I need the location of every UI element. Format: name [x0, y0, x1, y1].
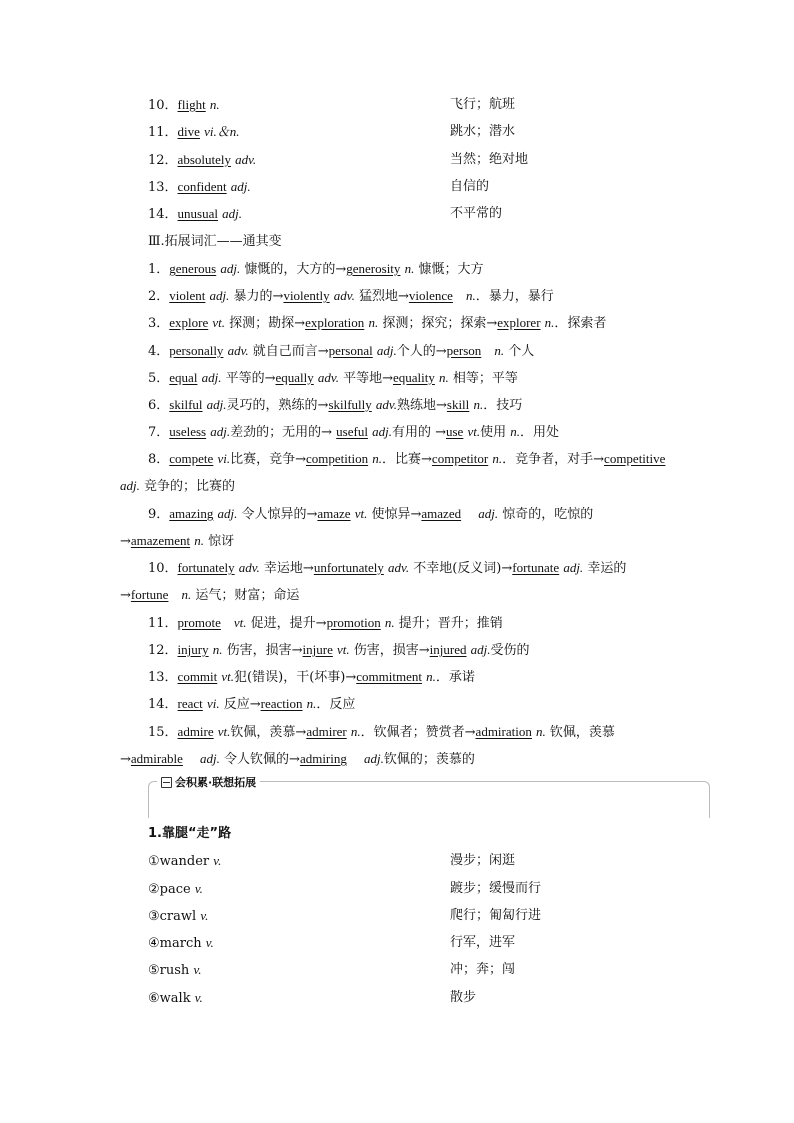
- part-of-speech: n.: [492, 451, 503, 466]
- derivation-text: [148, 313, 606, 334]
- part-of-speech: adj.: [220, 261, 241, 276]
- answer-word: injured: [429, 642, 467, 657]
- vocab-word-cell: [148, 122, 239, 143]
- part-of-speech: n.: [404, 261, 415, 276]
- walk-word-line: [0, 960, 794, 980]
- item-number: 12．: [148, 153, 178, 168]
- derivation-line: [0, 558, 794, 578]
- text-segment: 6．: [148, 398, 170, 413]
- item-number: 14．: [148, 207, 178, 222]
- answer-word: generosity: [346, 261, 401, 276]
- answer-word: amazement: [130, 533, 191, 548]
- text-segment: 竞争的；比赛的: [139, 479, 236, 494]
- text-segment: [453, 289, 466, 304]
- text-segment: 8．: [148, 452, 170, 467]
- text-segment: 幸运的: [583, 561, 627, 576]
- text-segment: 1．: [148, 262, 170, 277]
- part-of-speech: adj.: [209, 288, 230, 303]
- answer-word: competition: [306, 451, 369, 466]
- answer-word: amazed: [421, 506, 462, 521]
- derivation-line: [0, 313, 794, 333]
- chinese-meaning: 自信的: [450, 179, 490, 194]
- text-segment: →: [120, 588, 131, 603]
- derivation-text: [148, 667, 475, 688]
- section-3-title-line: [0, 232, 794, 252]
- answer-word: equal: [169, 370, 198, 385]
- answer-word: commitment: [356, 669, 422, 684]
- part-of-speech: n.: [544, 315, 555, 330]
- answer-word: exploration: [305, 315, 365, 330]
- part-of-speech: n.: [426, 669, 436, 684]
- text-segment: ．比赛→: [382, 452, 432, 467]
- answer-word: admire: [177, 724, 214, 739]
- answer-word: fortunate: [512, 560, 560, 575]
- derivation-text: [148, 422, 559, 443]
- text-segment: 促进，提升→: [246, 616, 327, 631]
- text-segment: 钦佩，羡慕: [545, 725, 615, 740]
- answer-word: fortunately: [177, 560, 235, 575]
- part-of-speech: adj.: [120, 478, 140, 493]
- answer-word: commit: [177, 669, 218, 684]
- chinese-meaning: 踱步；缓慢而行: [450, 881, 542, 896]
- box-icon: [161, 777, 172, 788]
- part-of-speech: adv.: [333, 288, 355, 303]
- text-segment: 熟练地→: [396, 398, 447, 413]
- text-segment: 伤害，损害→: [222, 643, 303, 658]
- text-segment: 13．: [148, 670, 178, 685]
- derivation-text: [148, 613, 503, 634]
- vocab-line: [0, 204, 794, 224]
- part-of-speech: adj.: [230, 179, 251, 194]
- walk-word-line: [0, 933, 794, 953]
- answer-word: amaze: [317, 506, 351, 521]
- derivation-text: [148, 722, 615, 743]
- answer-word: reaction: [260, 696, 303, 711]
- answer-word: violence: [408, 288, 453, 303]
- part-of-speech: adv.: [238, 560, 260, 575]
- expand-heading: 1.靠腿“走”路: [148, 826, 232, 841]
- chinese-meaning: 飞行；航班: [450, 97, 516, 112]
- answer-word: equality: [392, 370, 435, 385]
- item-number: 11．: [148, 125, 178, 140]
- walk-word: ⑤rush: [148, 963, 190, 978]
- answer-word: confident: [177, 179, 227, 194]
- derivation-text-continued: [120, 476, 235, 497]
- derivation-text-continued: [120, 749, 475, 770]
- walk-word-line: [0, 988, 794, 1008]
- answer-word: injure: [302, 642, 333, 657]
- chinese-meaning: 行军，进军: [450, 935, 516, 950]
- text-segment: [221, 616, 234, 631]
- text-segment: 个人的→: [396, 344, 447, 359]
- text-segment: ．竞争者，对手→: [502, 452, 605, 467]
- vocab-word-cell: [148, 150, 256, 171]
- part-of-speech: n.: [368, 315, 379, 330]
- answer-word: skilfully: [328, 397, 372, 412]
- answer-word: useless: [169, 424, 207, 439]
- derivation-text: [148, 395, 522, 416]
- part-of-speech: vi.: [206, 696, 220, 711]
- answer-word: react: [177, 696, 203, 711]
- derivation-text: [148, 640, 530, 661]
- part-of-speech: n.: [209, 97, 220, 112]
- text-segment: 钦佩的；羡慕的: [383, 752, 475, 767]
- part-of-speech: adj.: [372, 424, 392, 439]
- text-segment: 猛烈地→: [354, 289, 409, 304]
- part-of-speech: adj.: [222, 206, 243, 221]
- text-segment: 差劲的；无用的→: [230, 425, 337, 440]
- walk-word-cell: [148, 960, 202, 981]
- text-segment: →: [120, 752, 131, 767]
- walk-word: ④march: [148, 936, 202, 951]
- derivation-line: [0, 449, 794, 469]
- answer-word: fortune: [130, 587, 169, 602]
- part-of-speech: n.: [372, 451, 383, 466]
- part-of-speech: n.: [384, 615, 395, 630]
- part-of-speech: n.: [473, 397, 484, 412]
- answer-word: skilful: [169, 397, 203, 412]
- answer-word: explore: [169, 315, 209, 330]
- derivation-text: [148, 286, 554, 307]
- walk-word-line: [0, 879, 794, 899]
- answer-word: admirable: [130, 751, 183, 766]
- derivation-line: [0, 259, 794, 279]
- text-segment: 慷慨；大方: [414, 262, 484, 277]
- part-of-speech: n.: [350, 724, 361, 739]
- answer-word: promote: [177, 615, 221, 630]
- text-segment: 15．: [148, 725, 178, 740]
- vocab-line: [0, 177, 794, 197]
- part-of-speech: adj.: [206, 397, 227, 412]
- derivation-line-continued: [0, 531, 794, 551]
- part-of-speech: v.: [213, 853, 222, 868]
- derivation-line: [0, 722, 794, 742]
- derivation-text: [148, 449, 665, 470]
- part-of-speech: adj.: [217, 506, 238, 521]
- part-of-speech: v.: [193, 962, 202, 977]
- part-of-speech: adj.: [200, 751, 220, 766]
- answer-word: competitive: [604, 451, 666, 466]
- part-of-speech: adj.: [210, 424, 231, 439]
- text-segment: ．反应: [316, 697, 356, 712]
- text-segment: 伤害，损害→: [349, 643, 430, 658]
- derivation-line: [0, 422, 794, 442]
- answer-word: skill: [446, 397, 470, 412]
- walk-word-cell: [148, 988, 203, 1009]
- derivation-line: [0, 395, 794, 415]
- answer-word: unusual: [177, 206, 218, 221]
- part-of-speech: vi.: [217, 451, 231, 466]
- part-of-speech: n.: [510, 424, 521, 439]
- part-of-speech: vt.: [212, 315, 226, 330]
- accumulate-box: [148, 776, 710, 818]
- item-number: 13．: [148, 180, 178, 195]
- answer-word: use: [446, 424, 464, 439]
- part-of-speech: v.: [200, 908, 209, 923]
- answer-word: unfortunately: [313, 560, 384, 575]
- text-segment: [481, 344, 494, 359]
- text-segment: 11．: [148, 616, 178, 631]
- expand-heading-line: [0, 824, 794, 844]
- text-segment: 探测；探究；探索→: [378, 316, 498, 331]
- answer-word: compete: [169, 451, 214, 466]
- item-number: 10．: [148, 98, 178, 113]
- part-of-speech: adj.: [201, 370, 222, 385]
- derivation-line: [0, 640, 794, 660]
- text-segment: [347, 752, 364, 767]
- part-of-speech: adj.: [376, 343, 397, 358]
- derivation-text: [148, 368, 518, 389]
- derivation-line-continued: [0, 585, 794, 605]
- chinese-meaning: 散步: [450, 990, 477, 1005]
- text-segment: 探测；勘探→: [225, 316, 306, 331]
- answer-word: flight: [177, 97, 206, 112]
- text-segment: ．技巧: [483, 398, 523, 413]
- answer-word: violently: [283, 288, 330, 303]
- chinese-meaning: 冲；奔；闯: [450, 962, 516, 977]
- walk-word: ②pace: [148, 882, 191, 897]
- part-of-speech: v.: [194, 881, 203, 896]
- derivation-line: [0, 613, 794, 633]
- part-of-speech: vt.: [337, 642, 350, 657]
- derivation-line: [0, 368, 794, 388]
- derivation-text: [148, 259, 483, 280]
- walk-word-cell: [148, 851, 221, 872]
- answer-word: amazing: [169, 506, 214, 521]
- text-segment: 钦佩，羡慕→: [230, 725, 307, 740]
- part-of-speech: n.: [536, 724, 546, 739]
- text-segment: 4．: [148, 344, 170, 359]
- chinese-meaning: 爬行；匍匐行进: [450, 908, 542, 923]
- derivation-text: [148, 504, 593, 525]
- answer-word: personally: [169, 343, 224, 358]
- text-segment: ．承诺: [435, 670, 475, 685]
- answer-word: equally: [275, 370, 314, 385]
- part-of-speech: n.: [212, 642, 223, 657]
- vocab-word-cell: [148, 177, 251, 198]
- part-of-speech: n.: [194, 533, 204, 548]
- answer-word: explorer: [497, 315, 541, 330]
- text-segment: 10．: [148, 561, 178, 576]
- derivation-line: [0, 286, 794, 306]
- derivation-text: [148, 558, 626, 579]
- text-segment: 2．: [148, 289, 170, 304]
- text-segment: 不幸地(反义词)→: [409, 561, 513, 576]
- derivation-text: [148, 694, 355, 715]
- part-of-speech: vt.: [354, 506, 368, 521]
- text-segment: ．暴力，暴行: [475, 289, 554, 304]
- walk-word-cell: [148, 906, 208, 927]
- chinese-meaning: 不平常的: [450, 206, 503, 221]
- answer-word: injury: [177, 642, 209, 657]
- part-of-speech: adj.: [470, 642, 491, 657]
- part-of-speech: v.: [194, 990, 203, 1005]
- text-segment: 使用: [480, 425, 511, 440]
- answer-word: useful: [336, 424, 368, 439]
- text-segment: 受伤的: [490, 643, 530, 658]
- answer-word: person: [446, 343, 482, 358]
- vocab-word-cell: [148, 204, 242, 225]
- part-of-speech: n.: [465, 288, 476, 303]
- walk-word: ⑥walk: [148, 991, 191, 1006]
- text-segment: 个人: [504, 344, 535, 359]
- text-segment: 提升；晋升；推销: [394, 616, 503, 631]
- part-of-speech: adj.: [364, 751, 384, 766]
- chinese-meaning: 跳水；潜水: [450, 124, 516, 139]
- text-segment: 7．: [148, 425, 170, 440]
- part-of-speech: n.: [181, 587, 192, 602]
- walk-word: ③crawl: [148, 909, 197, 924]
- derivation-line: [0, 667, 794, 687]
- part-of-speech: adv.: [317, 370, 339, 385]
- part-of-speech: vt.: [233, 615, 247, 630]
- derivation-text-continued: [120, 585, 299, 606]
- text-segment: ．用处: [520, 425, 560, 440]
- part-of-speech: n.: [494, 343, 505, 358]
- answer-word: dive: [177, 124, 200, 139]
- text-segment: 运气；财富；命运: [191, 588, 300, 603]
- walk-word-line: [0, 906, 794, 926]
- derivation-line: [0, 341, 794, 361]
- part-of-speech: adj.: [478, 506, 499, 521]
- answer-word: promotion: [326, 615, 381, 630]
- answer-word: admiring: [299, 751, 347, 766]
- text-segment: 暴力的→: [229, 289, 284, 304]
- derivation-line-continued: [0, 476, 794, 496]
- vocab-line: [0, 150, 794, 170]
- text-segment: ．探索者: [554, 316, 607, 331]
- walk-word-line: [0, 851, 794, 871]
- vocab-line: [0, 122, 794, 142]
- text-segment: 犯(错误)，干(坏事)→: [234, 670, 357, 685]
- vocab-word-cell: [148, 95, 220, 116]
- text-segment: 惊讶: [203, 534, 235, 549]
- box-title: [157, 774, 260, 790]
- text-segment: 5．: [148, 371, 170, 386]
- text-segment: ．钦佩者；赞赏者→: [360, 725, 476, 740]
- walk-word-cell: [148, 933, 214, 954]
- part-of-speech: n.: [306, 696, 317, 711]
- walk-word: ①wander: [148, 854, 210, 869]
- part-of-speech: vt.: [221, 669, 235, 684]
- derivation-text-continued: [120, 531, 234, 552]
- vocab-line: [0, 95, 794, 115]
- derivation-line: [0, 504, 794, 524]
- part-of-speech: v.: [205, 935, 214, 950]
- section-3-title: Ⅲ.拓展词汇——通其变: [148, 234, 282, 249]
- answer-word: admirer: [306, 724, 347, 739]
- text-segment: 使惊异→: [367, 507, 422, 522]
- derivation-line-continued: [0, 749, 794, 769]
- text-segment: 令人钦佩的→: [219, 752, 300, 767]
- text-segment: 反应→: [219, 697, 261, 712]
- part-of-speech: adv.: [388, 560, 410, 575]
- part-of-speech: vi.＆n.: [204, 124, 240, 139]
- answer-word: admiration: [475, 724, 532, 739]
- part-of-speech: adj.: [563, 560, 584, 575]
- text-segment: 令人惊异的→: [237, 507, 318, 522]
- walk-word-cell: [148, 879, 203, 900]
- text-segment: 灵巧的，熟练的→: [226, 398, 329, 413]
- text-segment: [168, 588, 181, 603]
- text-segment: 比赛，竞争→: [230, 452, 307, 467]
- text-segment: 相等；平等: [448, 371, 518, 386]
- part-of-speech: adv.: [227, 343, 249, 358]
- text-segment: →: [120, 534, 131, 549]
- answer-word: absolutely: [177, 152, 231, 167]
- answer-word: personal: [328, 343, 373, 358]
- text-segment: 平等地→: [338, 371, 393, 386]
- text-segment: 12．: [148, 643, 178, 658]
- chinese-meaning: 漫步；闲逛: [450, 853, 516, 868]
- text-segment: 慷慨的，大方的→: [240, 262, 347, 277]
- text-segment: 幸运地→: [259, 561, 314, 576]
- answer-word: generous: [169, 261, 217, 276]
- text-segment: 9．: [148, 507, 170, 522]
- derivation-text: [148, 341, 534, 362]
- text-segment: [183, 752, 200, 767]
- chinese-meaning: 当然；绝对地: [450, 152, 529, 167]
- part-of-speech: adv.: [375, 397, 397, 412]
- answer-word: competitor: [431, 451, 489, 466]
- part-of-speech: vt.: [217, 724, 231, 739]
- text-segment: 惊奇的，吃惊的: [498, 507, 594, 522]
- box-title-text: 会积累·联想拓展: [175, 776, 257, 789]
- text-segment: 平等的→: [221, 371, 276, 386]
- part-of-speech: adv.: [235, 152, 257, 167]
- text-segment: [461, 507, 478, 522]
- derivation-line: [0, 694, 794, 714]
- text-segment: 3．: [148, 316, 170, 331]
- part-of-speech: n.: [439, 370, 449, 385]
- text-segment: 就自己而言→: [248, 344, 329, 359]
- text-segment: 14．: [148, 697, 178, 712]
- text-segment: 有用的 →: [391, 425, 446, 440]
- part-of-speech: vt.: [467, 424, 481, 439]
- answer-word: violent: [169, 288, 206, 303]
